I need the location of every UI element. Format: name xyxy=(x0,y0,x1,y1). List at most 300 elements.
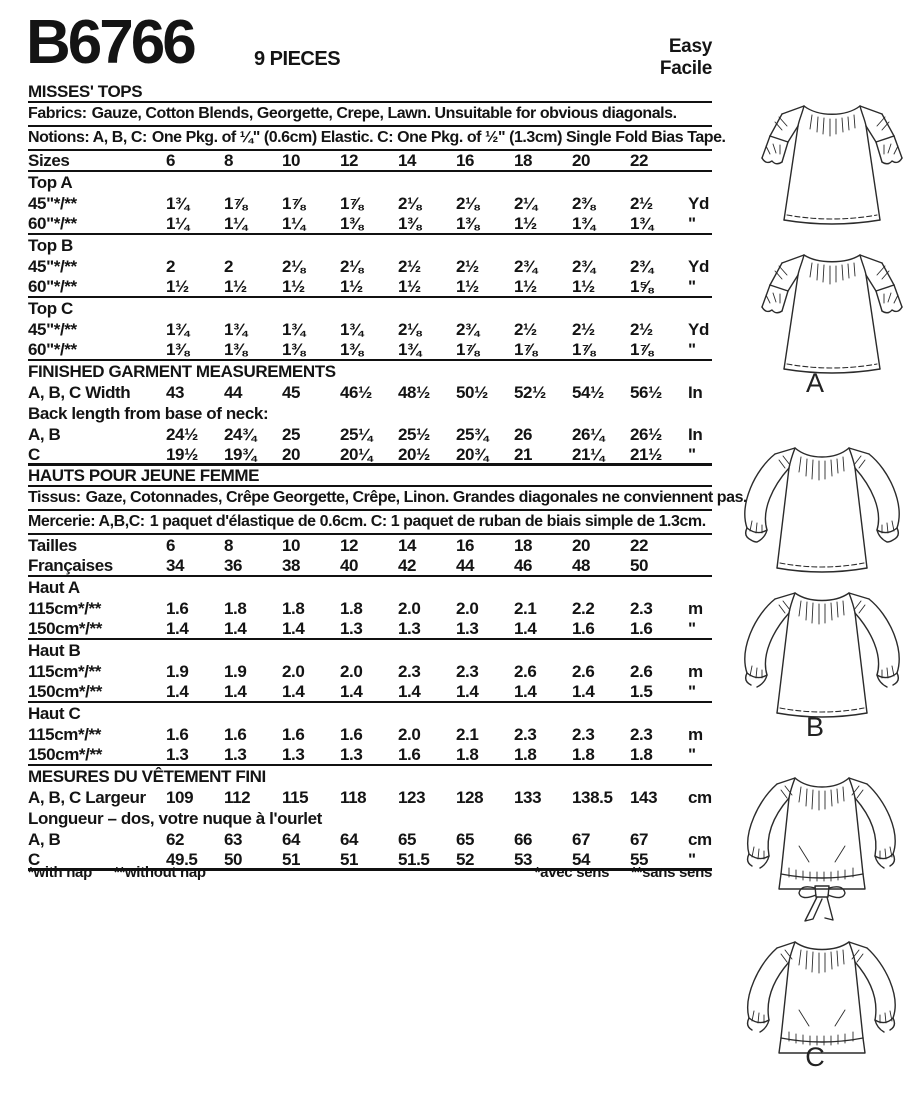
table-row-data xyxy=(28,256,712,277)
difficulty-french: Facile xyxy=(659,58,712,79)
measurement-value: 2½ xyxy=(572,319,595,339)
unit-label: Yd xyxy=(688,256,709,276)
measurement-value: 66 xyxy=(514,829,533,849)
table-row-data xyxy=(28,445,712,466)
measurement-value: 51 xyxy=(340,850,359,869)
size-header-value: 8 xyxy=(224,151,234,170)
measurement-value: 25½ xyxy=(398,424,430,444)
view-a-back-illustration xyxy=(742,233,918,388)
unit-label: " xyxy=(688,619,696,638)
measurement-value: 1.3 xyxy=(224,745,247,764)
measurement-value: 2.2 xyxy=(572,598,595,618)
unit-label: " xyxy=(688,850,696,869)
measurement-value: 19¾ xyxy=(224,445,256,464)
measurement-value: 1¼ xyxy=(166,214,189,233)
size-header-value: 12 xyxy=(340,151,359,170)
measurement-value: 2¾ xyxy=(514,256,537,276)
size-header-value: 22 xyxy=(630,151,649,170)
measurement-value: 2.3 xyxy=(456,661,479,681)
measurement-value: 1¾ xyxy=(282,319,305,339)
row-label: 60"*/** xyxy=(28,340,77,359)
measurement-value: 53 xyxy=(514,850,533,869)
view-b-label: B xyxy=(805,712,824,742)
row-label: C xyxy=(28,445,40,464)
table-row-data xyxy=(28,724,712,745)
table-row-data xyxy=(28,829,712,850)
section-label: Top C xyxy=(28,298,73,318)
unit-label: m xyxy=(688,598,703,618)
measurement-value: 133 xyxy=(514,787,542,807)
measurement-value: 2.3 xyxy=(398,661,421,681)
measurement-value: 1¾ xyxy=(166,193,189,213)
measurement-value: 1⅞ xyxy=(340,193,363,213)
measurement-value: 2.0 xyxy=(282,661,305,681)
size-header-value: 16 xyxy=(456,535,475,555)
unit-label: " xyxy=(688,214,696,233)
measurement-value: 25¼ xyxy=(340,424,372,444)
table-row-section xyxy=(28,235,712,256)
measurement-value: 20¼ xyxy=(340,445,372,464)
title-label: HAUTS POUR JEUNE FEMME xyxy=(28,466,260,485)
measurement-value: 1.4 xyxy=(456,682,479,701)
row-label: Françaises xyxy=(28,556,113,575)
title-label: FINISHED GARMENT MEASUREMENTS xyxy=(28,361,336,381)
text-label: Back length from base of neck: xyxy=(28,403,269,423)
table-row-note xyxy=(28,511,712,535)
measurement-value: 2.0 xyxy=(340,661,363,681)
unit-label: Yd xyxy=(688,193,709,213)
size-header-value: 10 xyxy=(282,535,301,555)
unit-label: cm xyxy=(688,787,712,807)
measurement-value: 49.5 xyxy=(166,850,198,869)
measurement-value: 2.3 xyxy=(514,724,537,744)
measurement-value: 2.1 xyxy=(514,598,537,618)
measurement-value: 2 xyxy=(224,256,234,276)
size-header-value: 40 xyxy=(340,556,359,575)
row-label: Tailles xyxy=(28,535,77,555)
size-header-value: 20 xyxy=(572,151,591,170)
measurement-value: 1.5 xyxy=(630,682,653,701)
section-label: Top B xyxy=(28,235,73,255)
measurement-value: 64 xyxy=(340,829,359,849)
note-line xyxy=(28,489,748,507)
measurement-value: 2¾ xyxy=(572,256,595,276)
note-text: One Pkg. of ¼" (0.6cm) Elastic. C: One Pkg. of ½" (1.3cm) Single Fold Bias Tape. xyxy=(151,129,726,146)
measurement-value: 123 xyxy=(398,787,426,807)
footnote-with-nap: *with nap xyxy=(28,864,92,881)
size-header-value: 18 xyxy=(514,151,533,170)
measurement-value: 1⅞ xyxy=(514,340,537,359)
size-header-value: 22 xyxy=(630,535,649,555)
view-c-front-illustration xyxy=(727,762,917,932)
measurement-value: 62 xyxy=(166,829,185,849)
measurement-value: 54½ xyxy=(572,382,604,402)
measurement-value: 128 xyxy=(456,787,484,807)
table-row-data xyxy=(28,319,712,340)
note-text: Gaze, Cotonnades, Crêpe Georgette, Crêpe, Linon. Grandes diagonales ne conviennent pas. xyxy=(85,489,748,506)
footnote-without-nap: **without nap xyxy=(113,864,206,881)
difficulty-english: Easy xyxy=(668,36,712,57)
measurement-value: 20½ xyxy=(398,445,430,464)
size-header-value: 20 xyxy=(572,535,591,555)
measurement-value: 2⅛ xyxy=(456,193,479,213)
measurement-value: 2.3 xyxy=(630,598,653,618)
measurement-value: 2½ xyxy=(630,319,653,339)
table-row-data xyxy=(28,193,712,214)
measurement-value: 1½ xyxy=(340,277,363,296)
footnote-avec-sens: *avec sens xyxy=(534,864,610,881)
measurement-value: 2.1 xyxy=(456,724,479,744)
measurement-value: 45 xyxy=(282,382,301,402)
table-row-note xyxy=(28,103,712,127)
unit-label: m xyxy=(688,724,703,744)
table-row-text xyxy=(28,403,712,424)
measurement-value: 1⅜ xyxy=(340,214,363,233)
view-a-label: A xyxy=(805,368,824,398)
measurement-value: 1¾ xyxy=(630,214,653,233)
measurement-value: 1¼ xyxy=(224,214,247,233)
measurement-value: 1½ xyxy=(166,277,189,296)
measurement-value: 1.4 xyxy=(166,682,189,701)
footnotes xyxy=(28,864,712,881)
measurement-value: 26½ xyxy=(630,424,662,444)
measurement-value: 1⅜ xyxy=(166,340,189,359)
measurement-value: 67 xyxy=(572,829,591,849)
section-label: Top A xyxy=(28,172,73,192)
measurement-value: 1⅜ xyxy=(224,340,247,359)
measurement-value: 1.6 xyxy=(398,745,421,764)
measurement-value: 2.0 xyxy=(456,598,479,618)
measurement-value: 1.4 xyxy=(340,682,363,701)
measurement-value: 1.4 xyxy=(572,682,595,701)
row-label: Sizes xyxy=(28,151,70,170)
table-row-section xyxy=(28,703,712,724)
measurement-value: 1½ xyxy=(514,214,537,233)
measurement-value: 1.8 xyxy=(282,598,305,618)
measurement-value: 20 xyxy=(282,445,301,464)
text-label: Longueur – dos, votre nuque à l'ourlet xyxy=(28,808,322,828)
measurement-value: 1.3 xyxy=(282,745,305,764)
measurement-value: 1.4 xyxy=(514,682,537,701)
measurement-value: 1.6 xyxy=(166,724,189,744)
measurement-value: 1¾ xyxy=(340,319,363,339)
measurement-value: 1.3 xyxy=(340,745,363,764)
measurement-value: 1.4 xyxy=(166,619,189,638)
row-label: 115cm*/** xyxy=(28,724,101,744)
measurement-value: 1.6 xyxy=(630,619,653,638)
measurement-value: 24¾ xyxy=(224,424,256,444)
measurement-value: 118 xyxy=(340,787,367,807)
measurement-value: 52½ xyxy=(514,382,546,402)
view-a-front-illustration xyxy=(742,84,918,239)
measurement-value: 1½ xyxy=(282,277,305,296)
measurement-value: 138.5 xyxy=(572,787,613,807)
unit-label: " xyxy=(688,277,696,296)
table-row-data xyxy=(28,214,712,235)
measurement-value: 2⅛ xyxy=(340,256,363,276)
measurement-value: 1⅝ xyxy=(630,277,653,296)
measurement-value: 1⅜ xyxy=(340,340,363,359)
unit-label: " xyxy=(688,682,696,701)
measurement-value: 1⅜ xyxy=(398,214,421,233)
measurement-value: 2½ xyxy=(514,319,537,339)
measurement-value: 1.6 xyxy=(282,724,305,744)
size-header-value: 16 xyxy=(456,151,475,170)
measurement-table xyxy=(28,82,748,871)
measurement-value: 1.4 xyxy=(282,619,305,638)
unit-label: " xyxy=(688,445,696,464)
size-header-value: 36 xyxy=(224,556,243,575)
size-header-value: 14 xyxy=(398,535,417,555)
measurement-value: 65 xyxy=(456,829,475,849)
measurement-value: 2⅛ xyxy=(282,256,305,276)
difficulty-rating xyxy=(660,36,712,80)
measurement-value: 64 xyxy=(282,829,301,849)
measurement-value: 63 xyxy=(224,829,243,849)
unit-label: " xyxy=(688,745,696,764)
note-text: 1 paquet d'élastique de 0.6cm. C: 1 paquet de ruban de biais simple de 1.3cm. xyxy=(149,513,706,530)
table-row-data xyxy=(28,277,712,298)
measurement-value: 1.4 xyxy=(224,682,247,701)
section-label: Haut A xyxy=(28,577,80,597)
table-row-section xyxy=(28,172,712,193)
size-header-value: 6 xyxy=(166,151,176,170)
measurement-value: 1⅞ xyxy=(572,340,595,359)
size-header-value: 42 xyxy=(398,556,417,575)
view-b-front-illustration xyxy=(727,430,917,585)
row-label: A, B, C Largeur xyxy=(28,787,146,807)
table-row-sizes xyxy=(28,151,712,172)
size-header-value: 46 xyxy=(514,556,533,575)
table-row-title xyxy=(28,82,712,103)
table-row-sizes xyxy=(28,535,712,556)
note-line xyxy=(28,129,726,147)
measurement-value: 1.8 xyxy=(572,745,595,764)
size-header-value: 12 xyxy=(340,535,359,555)
size-header-value: 10 xyxy=(282,151,301,170)
measurement-value: 25¾ xyxy=(456,424,488,444)
measurement-value: 46½ xyxy=(340,382,372,402)
measurement-value: 1.9 xyxy=(166,661,189,681)
measurement-value: 1½ xyxy=(398,277,421,296)
table-row-title xyxy=(28,361,712,382)
measurement-value: 2¼ xyxy=(514,193,537,213)
measurement-value: 1.8 xyxy=(514,745,537,764)
table-row-note xyxy=(28,487,748,511)
note-lead: Tissus: xyxy=(28,489,81,506)
measurement-value: 1¾ xyxy=(224,319,247,339)
measurement-value: 1.8 xyxy=(456,745,479,764)
measurement-value: 2½ xyxy=(630,193,653,213)
title-label: MESURES DU VÊTEMENT FINI xyxy=(28,766,266,786)
note-line xyxy=(28,105,712,123)
footnote-sans-sens: **sans sens xyxy=(631,864,712,881)
table-row-section xyxy=(28,298,712,319)
measurement-value: 1½ xyxy=(456,277,479,296)
measurement-value: 24½ xyxy=(166,424,198,444)
measurement-value: 2.3 xyxy=(630,724,653,744)
measurement-value: 1.6 xyxy=(340,724,363,744)
measurement-value: 67 xyxy=(630,829,649,849)
note-lead: Mercerie: A,B,C: xyxy=(28,513,145,530)
measurement-value: 52 xyxy=(456,850,475,869)
size-header-value: 8 xyxy=(224,535,234,555)
size-header-value: 50 xyxy=(630,556,649,575)
measurement-value: 2 xyxy=(166,256,176,276)
measurement-value: 21½ xyxy=(630,445,662,464)
measurement-value: 1.3 xyxy=(456,619,479,638)
measurement-value: 1¾ xyxy=(398,340,421,359)
row-label: 60"*/** xyxy=(28,214,77,233)
table-row-title xyxy=(28,766,712,787)
table-row-data xyxy=(28,382,712,403)
measurement-value: 26 xyxy=(514,424,533,444)
measurement-value: 1.8 xyxy=(340,598,363,618)
section-label: Haut C xyxy=(28,703,81,723)
row-label: 60"*/** xyxy=(28,277,77,296)
unit-label: cm xyxy=(688,829,712,849)
size-header-value: 6 xyxy=(166,535,176,555)
header xyxy=(28,10,712,80)
row-label: 150cm*/** xyxy=(28,745,102,764)
measurement-value: 21¼ xyxy=(572,445,604,464)
size-header-value: 38 xyxy=(282,556,301,575)
measurement-value: 1.4 xyxy=(224,619,247,638)
unit-label: In xyxy=(688,382,703,402)
size-header-value: 18 xyxy=(514,535,533,555)
row-label: A, B xyxy=(28,829,61,849)
unit-label: Yd xyxy=(688,319,709,339)
garment-illustrations xyxy=(715,0,915,1095)
title-label: MISSES' TOPS xyxy=(28,82,143,101)
measurement-value: 2.0 xyxy=(398,598,421,618)
measurement-value: 1⅞ xyxy=(224,193,247,213)
unit-label: " xyxy=(688,340,696,359)
measurement-value: 1¾ xyxy=(166,319,189,339)
measurement-value: 56½ xyxy=(630,382,662,402)
measurement-value: 1.3 xyxy=(340,619,363,638)
measurement-value: 19½ xyxy=(166,445,198,464)
unit-label: m xyxy=(688,661,703,681)
table-row-data xyxy=(28,340,712,361)
measurement-value: 2.6 xyxy=(572,661,595,681)
measurement-value: 2½ xyxy=(456,256,479,276)
measurement-value: 1.6 xyxy=(572,619,595,638)
measurement-value: 2⅛ xyxy=(398,193,421,213)
measurement-value: 2⅜ xyxy=(572,193,595,213)
measurement-value: 1¼ xyxy=(282,214,305,233)
measurement-value: 2¾ xyxy=(456,319,479,339)
row-label: 45"*/** xyxy=(28,193,77,213)
pattern-number: B6766 xyxy=(26,8,194,77)
note-text: Gauze, Cotton Blends, Georgette, Crepe, Lawn. Unsuitable for obvious diagonals. xyxy=(91,105,677,122)
row-label: A, B xyxy=(28,424,61,444)
measurement-value: 2.3 xyxy=(572,724,595,744)
note-line xyxy=(28,513,712,531)
measurement-value: 1⅞ xyxy=(456,340,479,359)
table-row-text xyxy=(28,808,712,829)
measurement-value: 1.8 xyxy=(224,598,247,618)
table-row-data xyxy=(28,661,712,682)
note-lead: Fabrics: xyxy=(28,105,87,122)
table-row-section xyxy=(28,640,712,661)
measurement-value: 1.4 xyxy=(514,619,537,638)
measurement-value: 2¾ xyxy=(630,256,653,276)
measurement-value: 55 xyxy=(630,850,649,869)
measurement-value: 48½ xyxy=(398,382,430,402)
measurement-value: 143 xyxy=(630,787,658,807)
measurement-value: 112 xyxy=(224,787,251,807)
measurement-value: 43 xyxy=(166,382,185,402)
row-label: 150cm*/** xyxy=(28,619,102,638)
measurement-value: 1.3 xyxy=(398,619,421,638)
row-label: C xyxy=(28,850,40,869)
measurement-value: 1.8 xyxy=(630,745,653,764)
view-c-label: C xyxy=(805,1042,825,1072)
measurement-value: 51.5 xyxy=(398,850,430,869)
measurement-value: 50½ xyxy=(456,382,488,402)
row-label: 115cm*/** xyxy=(28,598,101,618)
measurement-value: 1⅜ xyxy=(282,340,305,359)
measurement-value: 20¾ xyxy=(456,445,488,464)
table-row-sizes xyxy=(28,556,712,577)
measurement-value: 1.4 xyxy=(282,682,305,701)
footnotes-french xyxy=(535,864,712,881)
measurement-value: 1⅞ xyxy=(630,340,653,359)
size-header-value: 44 xyxy=(456,556,475,575)
measurement-value: 2⅛ xyxy=(398,319,421,339)
measurement-value: 1½ xyxy=(224,277,247,296)
row-label: 45"*/** xyxy=(28,319,77,339)
table-row-data xyxy=(28,424,712,445)
size-header-value: 48 xyxy=(572,556,591,575)
measurement-value: 50 xyxy=(224,850,243,869)
footnotes-english xyxy=(28,864,206,881)
measurement-value: 1⅞ xyxy=(282,193,305,213)
table-row-section xyxy=(28,577,712,598)
measurement-value: 25 xyxy=(282,424,301,444)
row-label: 115cm*/** xyxy=(28,661,101,681)
size-header-value: 14 xyxy=(398,151,417,170)
table-row-data xyxy=(28,619,712,640)
measurement-value: 1⅜ xyxy=(456,214,479,233)
view-b-back-illustration xyxy=(727,575,917,730)
measurement-value: 2.0 xyxy=(398,724,421,744)
measurement-value: 109 xyxy=(166,787,194,807)
row-label: A, B, C Width xyxy=(28,382,131,402)
measurement-value: 65 xyxy=(398,829,417,849)
measurement-value: 21 xyxy=(514,445,533,464)
measurement-value: 115 xyxy=(282,787,309,807)
section-label: Haut B xyxy=(28,640,81,660)
row-label: 150cm*/** xyxy=(28,682,102,701)
unit-label: In xyxy=(688,424,703,444)
table-row-data xyxy=(28,745,712,766)
measurement-value: 1.6 xyxy=(224,724,247,744)
table-row-note xyxy=(28,127,726,151)
measurement-value: 1.4 xyxy=(398,682,421,701)
measurement-value: 2½ xyxy=(398,256,421,276)
measurement-value: 54 xyxy=(572,850,591,869)
measurement-value: 1.6 xyxy=(166,598,189,618)
measurement-value: 1½ xyxy=(514,277,537,296)
row-label: 45"*/** xyxy=(28,256,77,276)
measurement-value: 51 xyxy=(282,850,301,869)
note-lead: Notions: A, B, C: xyxy=(28,129,147,146)
measurement-value: 2.6 xyxy=(630,661,653,681)
measurement-value: 26¼ xyxy=(572,424,604,444)
size-header-value: 34 xyxy=(166,556,185,575)
